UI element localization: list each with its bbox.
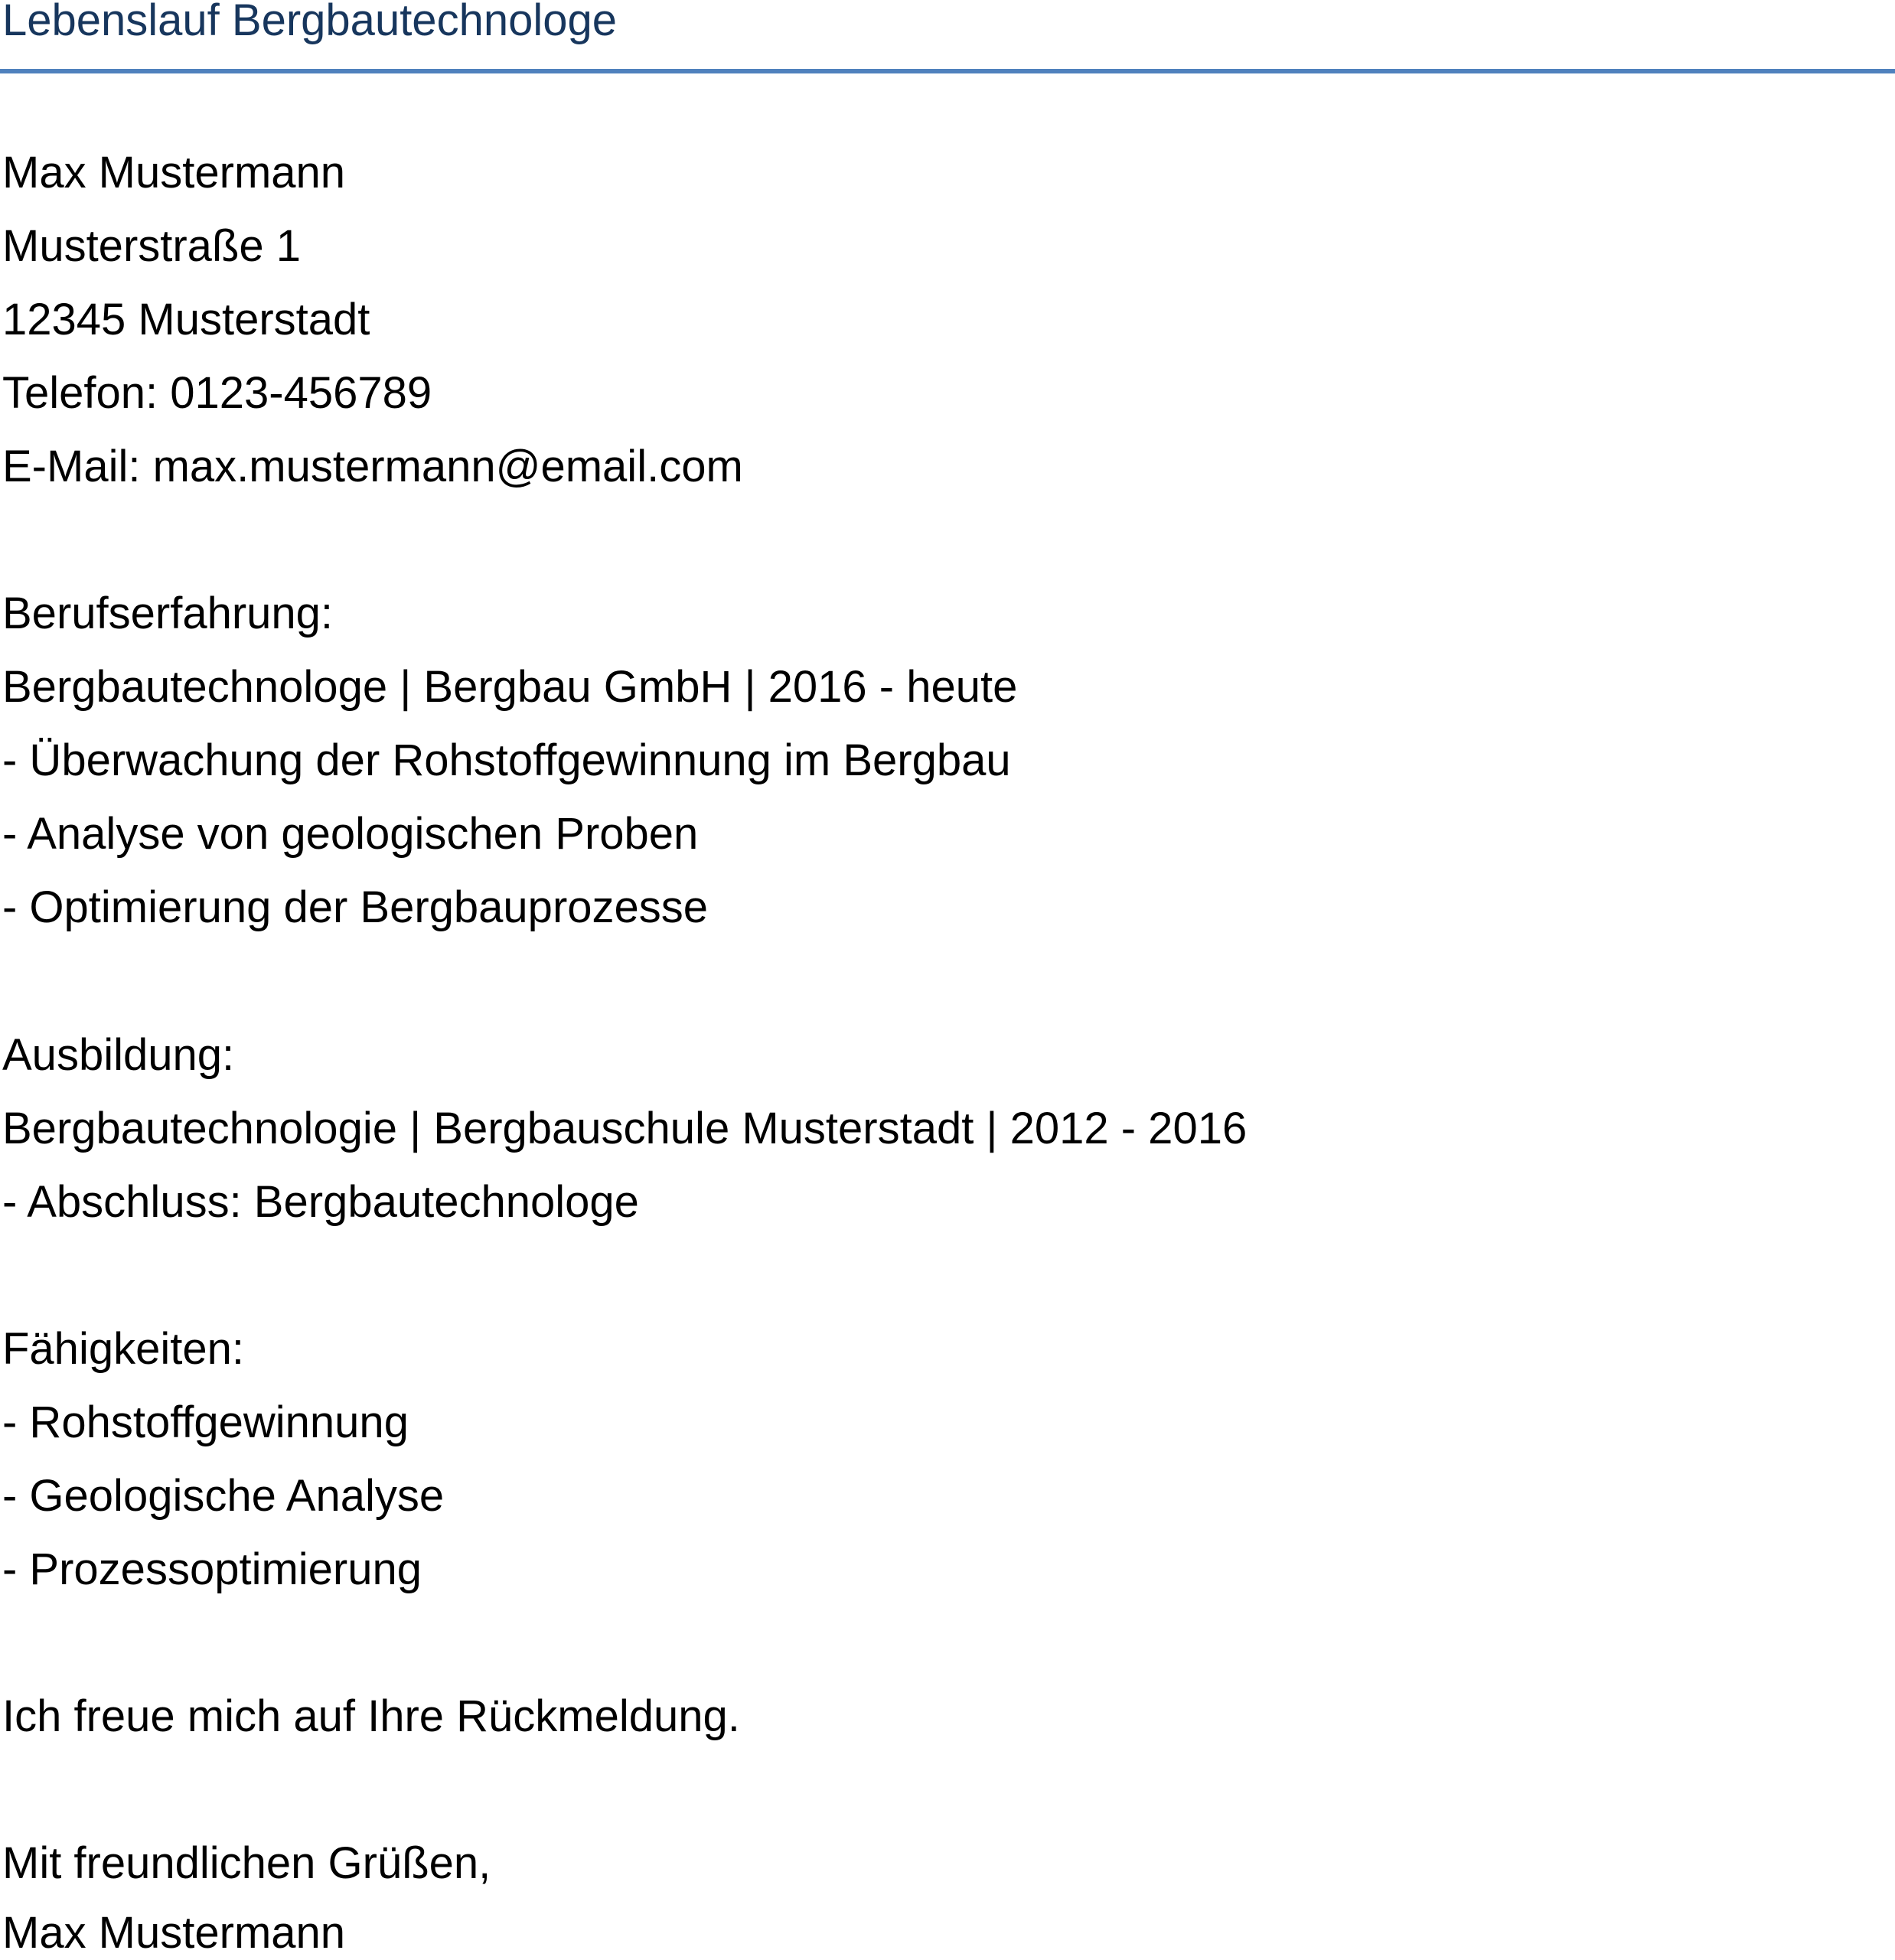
experience-heading: Berufserfahrung: — [2, 589, 334, 638]
contact-street: Musterstraße 1 — [2, 221, 301, 271]
contact-email: E-Mail: max.mustermann@email.com — [2, 442, 743, 491]
education-item: - Abschluss: Bergbautechnologe — [2, 1177, 639, 1227]
experience-item: - Analyse von geologischen Proben — [2, 809, 699, 859]
experience-item: - Überwachung der Rohstoffgewinnung im Bergbau — [2, 735, 1011, 785]
title-divider — [0, 69, 1895, 73]
skill-item: - Rohstoffgewinnung — [2, 1397, 409, 1447]
contact-phone: Telefon: 0123-456789 — [2, 368, 432, 418]
experience-item: - Optimierung der Bergbauprozesse — [2, 882, 709, 932]
closing-signature: Max Mustermann — [2, 1908, 346, 1958]
contact-city: 12345 Musterstadt — [2, 295, 370, 344]
closing-message: Ich freue mich auf Ihre Rückmeldung. — [2, 1691, 740, 1741]
experience-position: Bergbautechnologe | Bergbau GmbH | 2016 - heute — [2, 662, 1018, 712]
contact-name: Max Mustermann — [2, 148, 346, 197]
skill-item: - Prozessoptimierung — [2, 1544, 422, 1594]
document-title: Lebenslauf Bergbautechnologe — [2, 0, 617, 45]
skills-heading: Fähigkeiten: — [2, 1324, 244, 1374]
skill-item: - Geologische Analyse — [2, 1471, 445, 1521]
education-program: Bergbautechnologie | Bergbauschule Musterstadt | 2012 - 2016 — [2, 1104, 1248, 1153]
closing-salutation: Mit freundlichen Grüßen, — [2, 1838, 491, 1888]
education-heading: Ausbildung: — [2, 1030, 235, 1080]
